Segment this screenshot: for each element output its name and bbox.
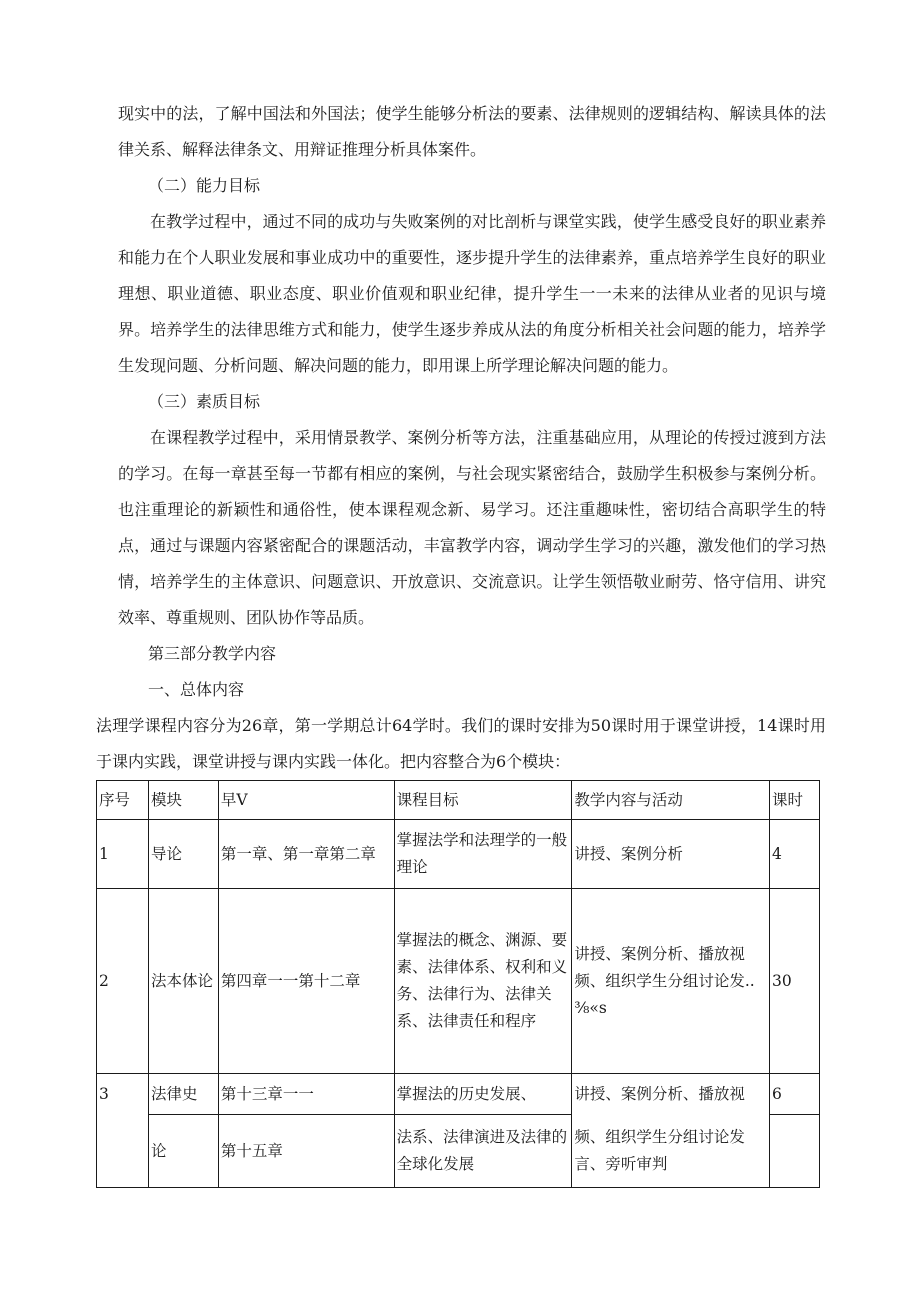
cell-hours: 4	[770, 820, 820, 889]
header-cell-hours: 课时	[770, 781, 820, 820]
heading-quality-goal: （三）素质目标	[148, 392, 261, 411]
cell-activity: 讲授、案例分析、播放视	[572, 1074, 770, 1115]
heading-overall-content: 一、总体内容	[148, 680, 245, 699]
cell-activity: 讲授、案例分析、播放视频、组织学生分组讨论发..⅜«s	[572, 889, 770, 1074]
cell-goal: 掌握法学和法理学的一般理论	[394, 820, 572, 889]
cell-module: 法本体论	[148, 889, 218, 1074]
header-cell-activity: 教学内容与活动	[572, 781, 770, 820]
cell-goal: 掌握法的历史发展、	[394, 1074, 572, 1115]
header-cell-chapters: 早V	[218, 781, 394, 820]
cell-goal: 法系、法律演进及法律的全球化发展	[394, 1115, 572, 1188]
cell-activity: 频、组织学生分组讨论发言、旁听审判	[572, 1115, 770, 1188]
cell-hours: 30	[770, 889, 820, 1074]
paragraph-quality-goal: 在课程教学过程中，采用情景教学、案例分析等方法，注重基础应用，从理论的传授过渡到方法的学习。在每一章甚至每一节都有相应的案例，与社会现实紧密结合，鼓励学生积极参与案例分析。也注重理论的新颖性和通俗性，使本课程观念新、易学习。还注重趣味性，密切结合高职学生的特点，通过与课题内容紧密配合的课题活动，丰富教学内容，调动学生学习的兴趣，激发他们的学习热情，培养学生的主体意识、问题意识、开放意识、交流意识。让学生领悟敬业耐劳、恪守信用、讲究效率、尊重规则、团队协作等品质。	[118, 428, 826, 627]
paragraph-overall-content: 法理学课程内容分为26章，第一学期总计64学时。我们的课时安排为50课时用于课堂讲授，14课时用于课内实践，课堂讲授与课内实践一体化。把内容整合为6个模块：	[96, 716, 826, 771]
table-row	[97, 1074, 820, 1115]
cell-hours: 6	[770, 1074, 820, 1115]
cell-chapters: 第十三章一一	[218, 1074, 394, 1115]
cell-number-empty	[97, 1115, 149, 1188]
cell-chapters: 第一章、第一章第二章	[218, 820, 394, 889]
heading-ability-goal: （二）能力目标	[148, 176, 261, 195]
cell-number: 2	[97, 889, 149, 1074]
header-cell-module: 模块	[148, 781, 218, 820]
cell-module: 导论	[148, 820, 218, 889]
table-row	[97, 889, 820, 1074]
table-header-row	[97, 781, 820, 820]
table-row-continued	[97, 1115, 820, 1188]
table-row	[97, 820, 820, 889]
paragraph-ability-goal: 在教学过程中，通过不同的成功与失败案例的对比剖析与课堂实践，使学生感受良好的职业素养和能力在个人职业发展和事业成功中的重要性，逐步提升学生的法律素养，重点培养学生良好的职业理想、职业道德、职业态度、职业价值观和职业纪律，提升学生一一未来的法律从业者的见识与境界。培养学生的法律思维方式和能力，使学生逐步养成从法的角度分析相关社会问题的能力，培养学生发现问题、分析问题、解决问题的能力，即用课上所学理论解决问题的能力。	[118, 212, 826, 375]
heading-part-three: 第三部分教学内容	[148, 644, 277, 663]
cell-chapters: 第四章一一第十二章	[218, 889, 394, 1074]
cell-goal: 掌握法的概念、渊源、要素、法律体系、权利和义务、法律行为、法律关系、法律责任和程序	[394, 889, 572, 1074]
header-cell-goal: 课程目标	[394, 781, 572, 820]
cell-chapters: 第十五章	[218, 1115, 394, 1188]
cell-number: 3	[97, 1074, 149, 1115]
document-body	[96, 96, 826, 780]
module-table	[96, 780, 820, 1188]
cell-hours-empty	[770, 1115, 820, 1188]
paragraph-knowledge-goal-cont: 现实中的法，了解中国法和外国法；使学生能够分析法的要素、法律规则的逻辑结构、解读具体的法律关系、解释法律条文、用辩证推理分析具体案件。	[118, 104, 826, 159]
cell-module: 论	[148, 1115, 218, 1188]
cell-module: 法律史	[148, 1074, 218, 1115]
header-cell-number: 序号	[97, 781, 149, 820]
cell-number: 1	[97, 820, 149, 889]
cell-activity: 讲授、案例分析	[572, 820, 770, 889]
